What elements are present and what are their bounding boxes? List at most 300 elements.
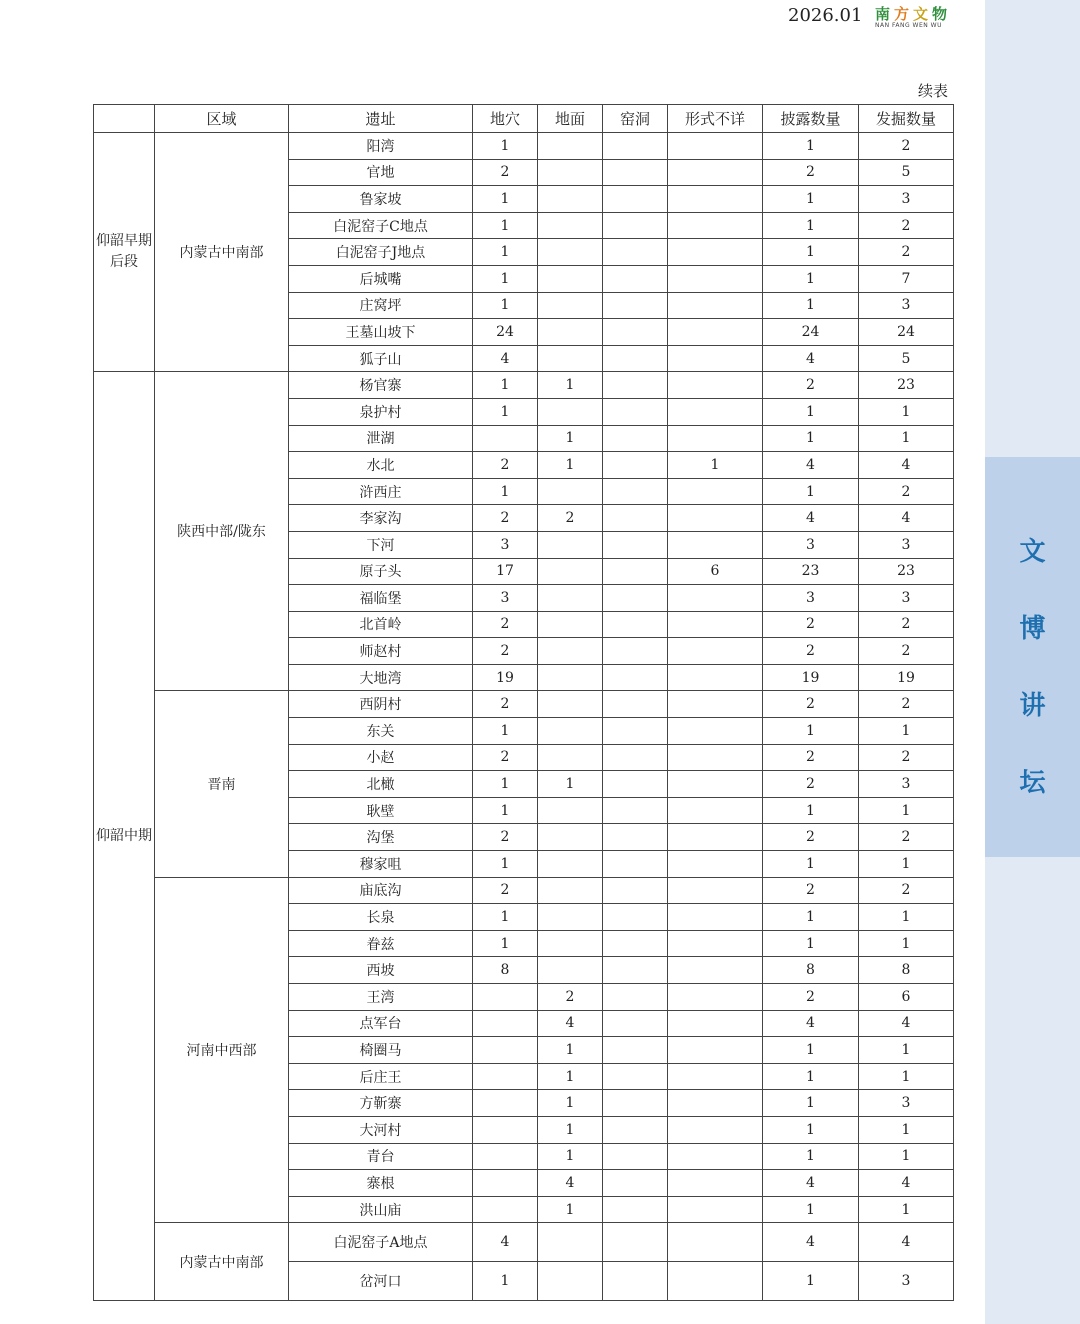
count-cell: 2 [859,133,954,160]
count-cell [603,531,668,558]
count-cell: 2 [763,372,859,399]
count-cell [603,1170,668,1197]
region-cell: 陕西中部/陇东 [155,372,289,691]
count-cell: 2 [763,159,859,186]
count-cell: 5 [859,159,954,186]
site-name-cell: 官地 [289,159,473,186]
count-cell [668,1196,763,1223]
count-cell: 1 [763,478,859,505]
site-name-cell: 后庄王 [289,1063,473,1090]
site-name-cell: 阳湾 [289,133,473,160]
logo-char: 方 [894,5,910,23]
count-cell [668,1010,763,1037]
site-name-cell: 庙底沟 [289,877,473,904]
count-cell [668,611,763,638]
count-cell: 4 [538,1010,603,1037]
count-cell [668,425,763,452]
count-cell: 1 [668,452,763,479]
count-cell: 1 [763,239,859,266]
count-cell: 1 [763,1090,859,1117]
count-cell [473,1037,538,1064]
count-cell: 6 [668,558,763,585]
site-name-cell: 狐子山 [289,345,473,372]
count-cell [668,797,763,824]
site-name-cell: 沟堡 [289,824,473,851]
count-cell [603,186,668,213]
count-cell [538,824,603,851]
count-cell [473,1116,538,1143]
count-cell: 1 [763,851,859,878]
count-cell [603,133,668,160]
table-header-row [94,105,954,133]
count-cell: 1 [473,186,538,213]
section-char-1: 文 [1019,537,1046,567]
count-cell: 1 [538,1063,603,1090]
count-cell [538,930,603,957]
count-cell: 1 [538,372,603,399]
issue-number: 2026.01 [788,5,863,26]
count-cell [538,877,603,904]
count-cell [603,1116,668,1143]
count-cell [538,957,603,984]
count-cell: 3 [859,585,954,612]
site-name-cell: 青台 [289,1143,473,1170]
count-cell [473,1196,538,1223]
site-name-cell: 鲁家坡 [289,186,473,213]
count-cell [668,265,763,292]
count-cell: 6 [859,984,954,1011]
count-cell: 19 [859,664,954,691]
region-cell: 河南中西部 [155,877,289,1223]
count-cell [538,239,603,266]
count-cell: 2 [473,638,538,665]
count-cell [603,319,668,346]
count-cell: 2 [538,984,603,1011]
count-cell [603,239,668,266]
site-name-cell: 福临堡 [289,585,473,612]
count-cell: 2 [763,691,859,718]
count-cell: 4 [859,1170,954,1197]
count-cell [603,1196,668,1223]
count-cell [668,718,763,745]
count-cell [603,558,668,585]
count-cell: 2 [859,611,954,638]
site-name-cell: 白泥窑子J地点 [289,239,473,266]
count-cell [538,851,603,878]
count-cell: 3 [763,585,859,612]
count-cell: 1 [538,1196,603,1223]
table-continued-note: 续表 [917,82,948,100]
count-cell [668,292,763,319]
count-cell [603,930,668,957]
count-cell [603,1262,668,1301]
count-cell [603,1143,668,1170]
site-name-cell: 庄窝坪 [289,292,473,319]
count-cell [603,425,668,452]
count-cell: 1 [473,478,538,505]
count-cell: 2 [763,877,859,904]
count-cell [473,1063,538,1090]
count-cell: 1 [763,904,859,931]
section-char-2: 博 [1019,614,1046,644]
count-cell: 1 [763,1143,859,1170]
count-cell [603,718,668,745]
count-cell: 1 [538,1037,603,1064]
count-cell: 2 [473,877,538,904]
table-row [94,877,954,904]
count-cell [473,425,538,452]
column-header: 披露数量 [763,105,859,133]
site-name-cell: 泉护村 [289,398,473,425]
count-cell [668,133,763,160]
count-cell: 3 [763,531,859,558]
count-cell [473,1010,538,1037]
count-cell [538,611,603,638]
site-name-cell: 北首岭 [289,611,473,638]
count-cell: 1 [473,239,538,266]
count-cell [668,478,763,505]
count-cell: 1 [473,904,538,931]
count-cell [603,292,668,319]
column-header: 形式不详 [668,105,763,133]
count-cell: 1 [473,292,538,319]
count-cell [603,824,668,851]
count-cell: 2 [859,691,954,718]
table-row [94,1223,954,1262]
site-name-cell: 王湾 [289,984,473,1011]
count-cell [603,372,668,399]
count-cell [603,212,668,239]
site-name-cell: 岔河口 [289,1262,473,1301]
column-header: 发掘数量 [859,105,954,133]
site-name-cell: 杨官寨 [289,372,473,399]
period-cell: 仰韶早期后段 [94,133,155,372]
table-body [94,133,954,1301]
count-cell: 4 [763,1170,859,1197]
count-cell [668,957,763,984]
count-cell: 24 [859,319,954,346]
count-cell: 1 [763,265,859,292]
count-cell: 4 [763,505,859,532]
count-cell: 1 [538,771,603,798]
count-cell: 1 [859,904,954,931]
section-tab [985,457,1080,857]
column-header: 遗址 [289,105,473,133]
count-cell [668,904,763,931]
count-cell: 2 [538,505,603,532]
count-cell: 2 [763,771,859,798]
data-table [93,104,954,1301]
count-cell [538,345,603,372]
count-cell [603,851,668,878]
count-cell [603,611,668,638]
site-name-cell: 泄湖 [289,425,473,452]
column-header: 地面 [538,105,603,133]
count-cell: 1 [763,398,859,425]
count-cell [668,505,763,532]
count-cell: 4 [473,345,538,372]
count-cell [538,718,603,745]
count-cell: 1 [538,1116,603,1143]
count-cell: 2 [473,611,538,638]
count-cell: 2 [859,478,954,505]
count-cell: 1 [473,1262,538,1301]
count-cell: 23 [859,558,954,585]
count-cell: 3 [859,292,954,319]
count-cell: 2 [859,212,954,239]
count-cell: 1 [859,425,954,452]
count-cell [603,1037,668,1064]
count-cell: 1 [763,1063,859,1090]
count-cell: 1 [473,398,538,425]
count-cell [668,186,763,213]
count-cell [603,664,668,691]
count-cell [668,1037,763,1064]
count-cell [668,664,763,691]
section-char-4: 坛 [1019,768,1046,798]
count-cell: 1 [763,930,859,957]
count-cell: 2 [473,505,538,532]
site-name-cell: 王墓山坡下 [289,319,473,346]
count-cell [668,585,763,612]
count-cell [603,877,668,904]
count-cell [603,771,668,798]
count-cell [538,904,603,931]
site-name-cell: 点军台 [289,1010,473,1037]
count-cell: 1 [763,1262,859,1301]
count-cell: 24 [473,319,538,346]
logo-char: 文 [913,5,929,23]
table-row [94,691,954,718]
count-cell: 8 [859,957,954,984]
site-name-cell: 眷兹 [289,930,473,957]
count-cell: 3 [859,186,954,213]
count-cell: 4 [763,1223,859,1262]
site-name-cell: 洪山庙 [289,1196,473,1223]
site-name-cell: 原子头 [289,558,473,585]
count-cell: 1 [859,1116,954,1143]
count-cell [603,265,668,292]
count-cell: 5 [859,345,954,372]
count-cell [668,824,763,851]
count-cell: 24 [763,319,859,346]
count-cell: 1 [859,797,954,824]
count-cell [668,212,763,239]
count-cell [668,984,763,1011]
count-cell [538,744,603,771]
count-cell [538,319,603,346]
count-cell [603,398,668,425]
count-cell: 2 [859,239,954,266]
count-cell [538,292,603,319]
logo-char: 南 [875,5,891,23]
count-cell [603,638,668,665]
count-cell: 17 [473,558,538,585]
count-cell [668,372,763,399]
count-cell: 1 [763,212,859,239]
count-cell: 23 [763,558,859,585]
count-cell [473,1170,538,1197]
count-cell: 2 [859,824,954,851]
period-cell: 仰韶中期 [94,372,155,1301]
count-cell: 2 [763,611,859,638]
site-name-cell: 耿壁 [289,797,473,824]
count-cell: 4 [859,452,954,479]
count-cell: 1 [763,797,859,824]
count-cell: 3 [859,1262,954,1301]
count-cell: 2 [763,984,859,1011]
site-name-cell: 穆家咀 [289,851,473,878]
count-cell: 19 [763,664,859,691]
count-cell: 2 [473,744,538,771]
count-cell: 2 [473,159,538,186]
count-cell: 1 [859,718,954,745]
count-cell: 4 [859,505,954,532]
count-cell [538,691,603,718]
count-cell [668,930,763,957]
count-cell: 1 [763,133,859,160]
count-cell: 3 [859,1090,954,1117]
count-cell [603,797,668,824]
count-cell [473,984,538,1011]
column-header [94,105,155,133]
count-cell: 1 [763,292,859,319]
count-cell [538,1223,603,1262]
count-cell: 2 [473,452,538,479]
count-cell [668,319,763,346]
count-cell [668,877,763,904]
count-cell: 1 [538,452,603,479]
column-header: 区域 [155,105,289,133]
site-name-cell: 西坡 [289,957,473,984]
count-cell: 3 [859,531,954,558]
count-cell: 1 [763,186,859,213]
count-cell: 1 [763,425,859,452]
count-cell: 3 [473,531,538,558]
table-row [94,133,954,160]
count-cell [668,638,763,665]
count-cell [668,1262,763,1301]
site-name-cell: 师赵村 [289,638,473,665]
site-name-cell: 寨根 [289,1170,473,1197]
count-cell [603,904,668,931]
count-cell [668,851,763,878]
count-cell: 1 [763,1196,859,1223]
column-header: 窑洞 [603,105,668,133]
region-cell: 内蒙古中南部 [155,133,289,372]
count-cell: 8 [473,957,538,984]
count-cell: 2 [763,744,859,771]
count-cell [603,1223,668,1262]
region-cell: 内蒙古中南部 [155,1223,289,1301]
count-cell [538,478,603,505]
count-cell: 2 [859,638,954,665]
count-cell: 1 [473,718,538,745]
count-cell: 7 [859,265,954,292]
count-cell [538,1262,603,1301]
site-name-cell: 东关 [289,718,473,745]
count-cell [668,398,763,425]
region-cell: 晋南 [155,691,289,877]
count-cell [668,1170,763,1197]
count-cell: 1 [538,425,603,452]
count-cell [603,1010,668,1037]
count-cell: 3 [473,585,538,612]
magazine-logo [873,3,953,31]
count-cell: 4 [763,1010,859,1037]
count-cell: 1 [859,1037,954,1064]
site-name-cell: 白泥窑子A地点 [289,1223,473,1262]
site-name-cell: 浒西庄 [289,478,473,505]
count-cell [538,558,603,585]
site-name-cell: 长泉 [289,904,473,931]
count-cell [603,984,668,1011]
count-cell [668,1223,763,1262]
count-cell [603,345,668,372]
count-cell: 4 [859,1223,954,1262]
site-name-cell: 西阴村 [289,691,473,718]
count-cell [603,744,668,771]
site-name-cell: 北橄 [289,771,473,798]
count-cell: 4 [473,1223,538,1262]
count-cell: 1 [763,1116,859,1143]
count-cell: 1 [538,1143,603,1170]
count-cell: 1 [538,1090,603,1117]
count-cell: 1 [473,372,538,399]
count-cell [603,691,668,718]
section-char-3: 讲 [1019,691,1046,721]
count-cell [603,1090,668,1117]
count-cell [603,585,668,612]
count-cell: 1 [859,1143,954,1170]
count-cell [538,265,603,292]
count-cell [668,1090,763,1117]
count-cell [668,744,763,771]
count-cell [668,159,763,186]
count-cell: 1 [473,771,538,798]
count-cell [538,159,603,186]
count-cell: 2 [763,638,859,665]
count-cell: 4 [538,1170,603,1197]
site-name-cell: 大地湾 [289,664,473,691]
site-name-cell: 椅圈马 [289,1037,473,1064]
site-name-cell: 白泥窑子C地点 [289,212,473,239]
count-cell [603,478,668,505]
column-header: 地穴 [473,105,538,133]
count-cell [668,771,763,798]
count-cell [603,159,668,186]
count-cell [473,1143,538,1170]
table-row [94,372,954,399]
count-cell: 4 [763,452,859,479]
count-cell: 1 [763,718,859,745]
count-cell: 19 [473,664,538,691]
count-cell [668,345,763,372]
site-name-cell: 水北 [289,452,473,479]
count-cell [603,505,668,532]
count-cell: 2 [859,744,954,771]
count-cell: 1 [473,265,538,292]
count-cell: 4 [859,1010,954,1037]
count-cell: 1 [473,851,538,878]
count-cell: 8 [763,957,859,984]
count-cell: 1 [859,851,954,878]
site-name-cell: 大河村 [289,1116,473,1143]
site-name-cell: 李家沟 [289,505,473,532]
site-name-cell: 小赵 [289,744,473,771]
count-cell [538,531,603,558]
count-cell: 1 [763,1037,859,1064]
